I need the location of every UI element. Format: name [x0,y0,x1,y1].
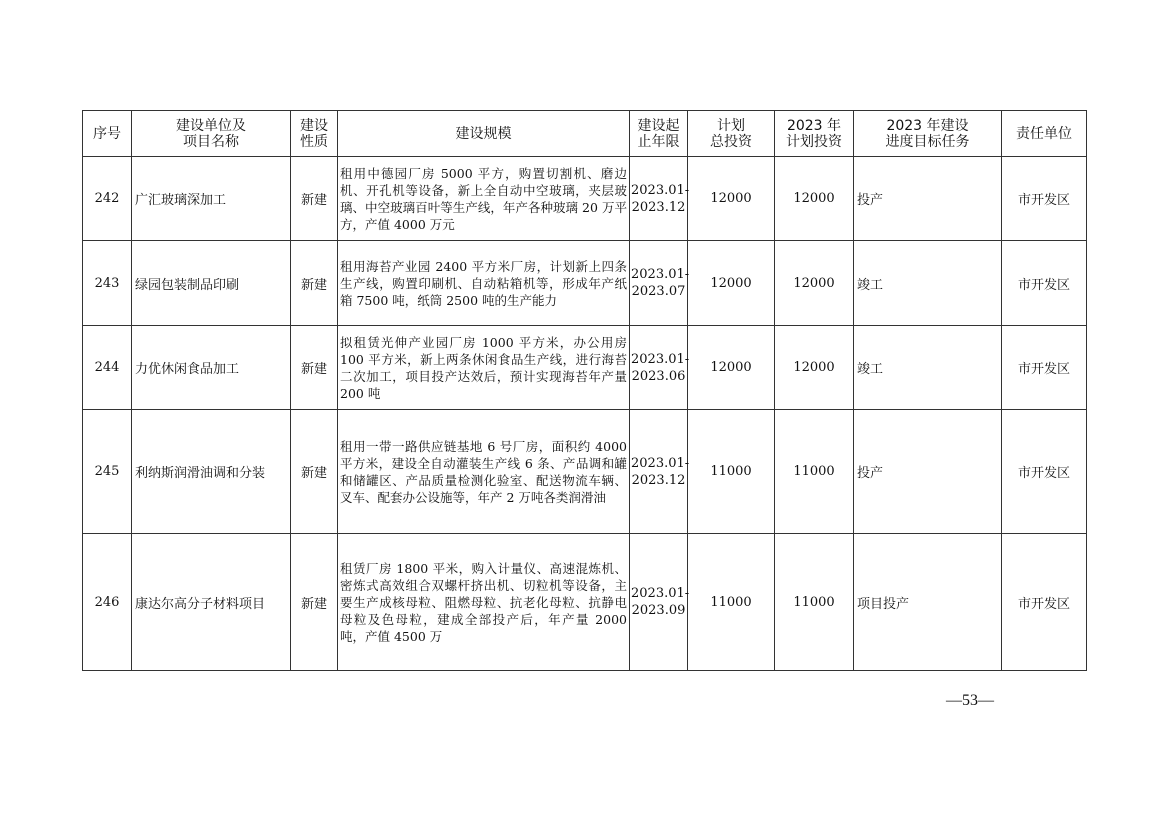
cell-name: 绿园包装制品印刷 [132,241,291,326]
cell-responsible: 市开发区 [1002,410,1087,534]
table-row [83,241,1087,326]
cell-name: 利纳斯润滑油调和分装 [132,410,291,534]
cell-scale: 租用一带一路供应链基地 6 号厂房，面积约 4000 平方米，建设全自动灌装生产线 6 条、产品调和罐和储罐区、产品质量检测化验室、配送物流车辆、叉车、配套办公设施等，年产 2 万吨各类润滑油 [338,410,630,534]
header-seq: 序号 [83,111,132,157]
cell-total-investment: 12000 [688,326,775,410]
cell-target: 竣工 [854,326,1002,410]
cell-period: 2023.01- 2023.12 [630,410,688,534]
cell-plan-investment: 11000 [775,410,854,534]
header-period: 建设起 止年限 [630,111,688,157]
header-unit-name: 建设单位及 项目名称 [132,111,291,157]
cell-nature: 新建 [291,157,338,241]
cell-target: 投产 [854,157,1002,241]
header-row [83,111,1087,157]
header-responsible: 责任单位 [1002,111,1087,157]
cell-plan-investment: 12000 [775,157,854,241]
cell-nature: 新建 [291,410,338,534]
cell-period: 2023.01- 2023.06 [630,326,688,410]
cell-responsible: 市开发区 [1002,326,1087,410]
cell-total-investment: 11000 [688,410,775,534]
cell-target: 竣工 [854,241,1002,326]
table-row [83,157,1087,241]
cell-total-investment: 12000 [688,157,775,241]
header-scale: 建设规模 [338,111,630,157]
cell-responsible: 市开发区 [1002,241,1087,326]
table-row [83,326,1087,410]
cell-name: 力优休闲食品加工 [132,326,291,410]
page-number: —53— [946,692,994,709]
header-total-investment: 计划 总投资 [688,111,775,157]
cell-period: 2023.01- 2023.12 [630,157,688,241]
table-row [83,410,1087,534]
cell-name: 广汇玻璃深加工 [132,157,291,241]
cell-target: 项目投产 [854,534,1002,671]
cell-seq: 243 [83,241,132,326]
cell-scale: 拟租赁光伸产业园厂房 1000 平方米，办公用房 100 平方米，新上两条休闲食品生产线，进行海苔二次加工，项目投产达效后，预计实现海苔年产量 200 吨 [338,326,630,410]
table-row [83,534,1087,671]
cell-plan-investment: 12000 [775,241,854,326]
header-plan-investment: 2023 年 计划投资 [775,111,854,157]
cell-nature: 新建 [291,241,338,326]
cell-responsible: 市开发区 [1002,534,1087,671]
cell-target: 投产 [854,410,1002,534]
cell-responsible: 市开发区 [1002,157,1087,241]
cell-name: 康达尔高分子材料项目 [132,534,291,671]
project-table [82,110,1087,671]
cell-seq: 244 [83,326,132,410]
header-nature: 建设 性质 [291,111,338,157]
header-target: 2023 年建设 进度目标任务 [854,111,1002,157]
cell-scale: 租赁厂房 1800 平米，购入计量仪、高速混炼机、密炼式高效组合双螺杆挤出机、切粒机等设备，主要生产成核母粒、阻燃母粒、抗老化母粒、抗静电母粒及色母粒，建成全部投产后，年产量 2000 吨，产值 4500 万 [338,534,630,671]
cell-nature: 新建 [291,326,338,410]
cell-seq: 245 [83,410,132,534]
cell-period: 2023.01- 2023.07 [630,241,688,326]
cell-total-investment: 11000 [688,534,775,671]
cell-seq: 246 [83,534,132,671]
cell-nature: 新建 [291,534,338,671]
cell-plan-investment: 12000 [775,326,854,410]
cell-seq: 242 [83,157,132,241]
cell-scale: 租用海苔产业园 2400 平方米厂房，计划新上四条生产线，购置印刷机、自动粘箱机等，形成年产纸箱 7500 吨，纸筒 2500 吨的生产能力 [338,241,630,326]
cell-total-investment: 12000 [688,241,775,326]
cell-scale: 租用中德园厂房 5000 平方，购置切割机、磨边机、开孔机等设备，新上全自动中空玻璃，夹层玻璃、中空玻璃百叶等生产线，年产各种玻璃 20 万平方，产值 4000 万元 [338,157,630,241]
cell-plan-investment: 11000 [775,534,854,671]
cell-period: 2023.01- 2023.09 [630,534,688,671]
